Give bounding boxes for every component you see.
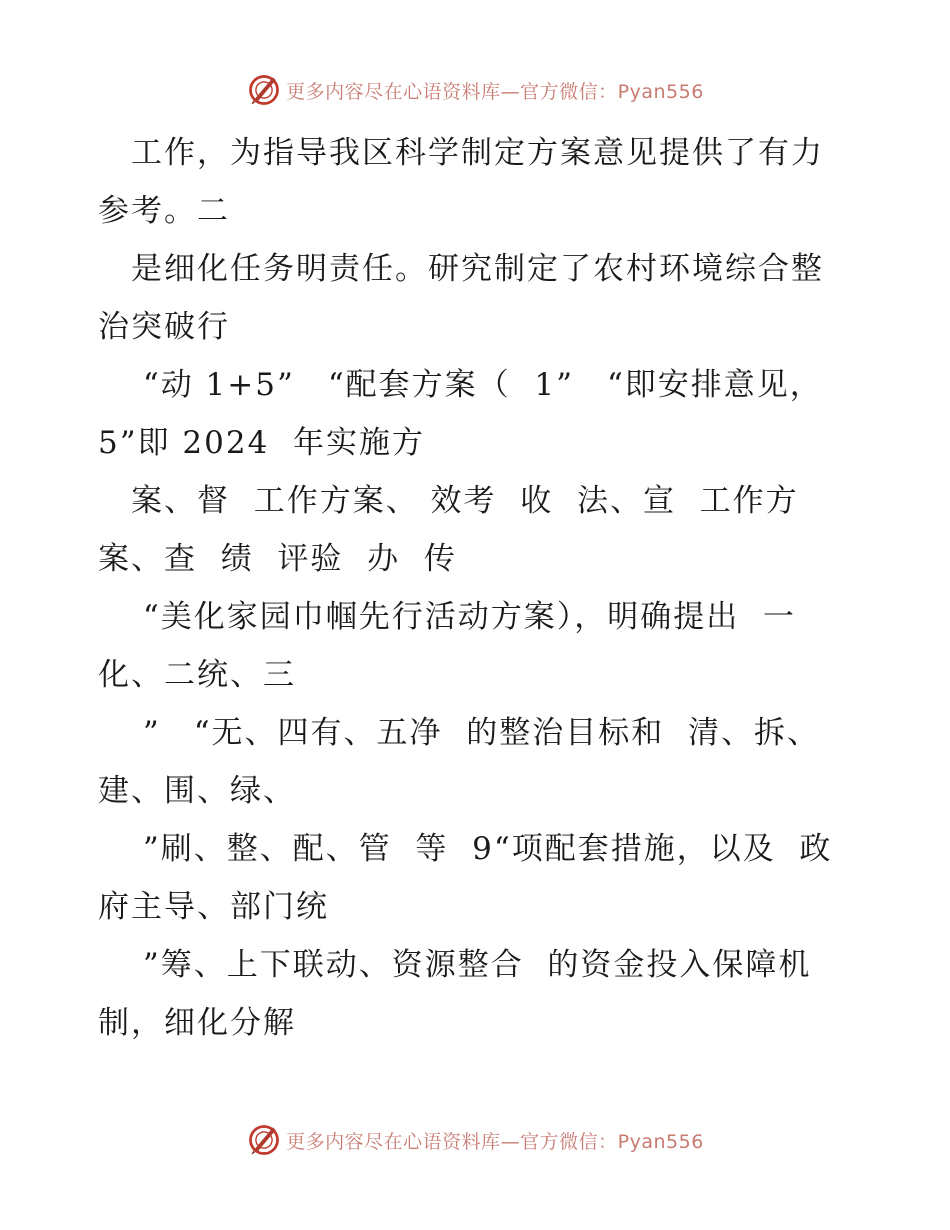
footer-watermark-text: 更多内容尽在心语资料库—官方微信：Pyan556 [286, 1130, 704, 1153]
header-watermark-text: 更多内容尽在心语资料库—官方微信：Pyan556 [286, 80, 704, 103]
text-line: ”刷、整、配、管 等 9“项配套措施，以及 政 [98, 831, 833, 867]
text-line: 是细化任务明责任。研究制定了农村环境综合整 [98, 251, 824, 287]
text-line: 制，细化分解 [98, 1005, 296, 1041]
text-line: 5”即 2024 年实施方 [98, 425, 426, 461]
text-line: ” “无、四有、五净 的整治目标和 清、拆、 [98, 715, 820, 751]
text-line: 案、督 工作方案、 效考 收 法、宣 工作方 [98, 483, 799, 519]
quill-pen-logo-icon [246, 72, 282, 108]
header-watermark [0, 70, 950, 110]
text-line: 建、围、绿、 [98, 773, 296, 809]
text-line: 工作，为指导我区科学制定方案意见提供了有力 [98, 135, 824, 171]
quill-pen-logo-icon [246, 1122, 282, 1158]
footer-watermark [0, 1120, 950, 1160]
text-line: “动 1+5” “配套方案（ 1” “即安排意见， [98, 367, 823, 403]
text-line: 治突破行 [98, 309, 230, 345]
document-body [98, 124, 858, 1052]
text-line: ”筹、上下联动、资源整合 的资金投入保障机 [98, 947, 812, 983]
text-line: “美化家园巾帼先行活动方案），明确提出 一 [98, 599, 796, 635]
text-line: 府主导、部门统 [98, 889, 329, 925]
text-line: 参考。二 [98, 193, 230, 229]
text-line: 案、查 绩 评验 办 传 [98, 541, 457, 577]
text-line: 化、二统、三 [98, 657, 296, 693]
